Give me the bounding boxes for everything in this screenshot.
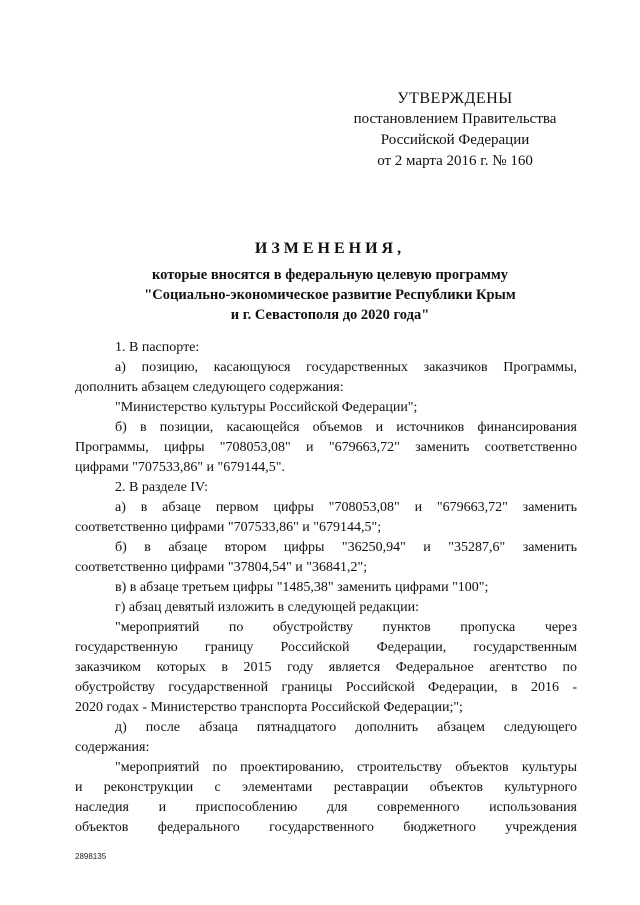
body-line: соответственно цифрами "37804,54" и "36841,2"; — [75, 560, 368, 575]
body-line: "мероприятий по проектированию, строительству объектов культуры — [115, 760, 577, 775]
subtitle-line: "Социально-экономическое развитие Республики Крым — [144, 287, 516, 303]
body-line: содержания: — [75, 740, 150, 755]
document-code: 2898135 — [75, 852, 107, 861]
body-line: "Министерство культуры Российской Федерации"; — [115, 400, 418, 415]
approval-line: Российской Федерации — [380, 132, 530, 148]
body-line: соответственно цифрами "707533,86" и "679144,5"; — [75, 520, 382, 535]
subtitle-line: и г. Севастополя до 2020 года" — [230, 307, 430, 323]
document-title: ИЗМЕНЕНИЯ, — [254, 240, 406, 257]
body-line: а) позицию, касающуюся государственных заказчиков Программы, — [115, 360, 577, 375]
body-line: заказчиком которых в 2015 году является Федеральное агентство по — [75, 660, 577, 675]
body-line: г) абзац девятый изложить в следующей редакции: — [115, 600, 419, 615]
body-line: Программы, цифры "708053,08" и "679663,72" заменить соответственно — [75, 440, 577, 455]
body-line: и реконструкции с элементами реставрации объектов культурного — [75, 780, 577, 795]
subtitle-line: которые вносятся в федеральную целевую программу — [151, 267, 509, 283]
approval-title: УТВЕРЖДЕНЫ — [397, 90, 513, 107]
approval-line: постановлением Правительства — [353, 111, 557, 127]
body-line: дополнить абзацем следующего содержания: — [75, 380, 344, 395]
document-body — [75, 338, 577, 838]
approval-block — [330, 88, 580, 172]
body-line: государственную границу Российской Федерации, государственным — [75, 640, 577, 655]
body-line: 2. В разделе IV: — [115, 480, 208, 495]
body-line: а) в абзаце первом цифры "708053,08" и "679663,72" заменить — [115, 500, 577, 515]
body-line: д) после абзаца пятнадцатого дополнить абзацем следующего — [115, 720, 577, 735]
body-line: "мероприятий по обустройству пунктов пропуска через — [115, 620, 577, 635]
body-line: обустройству государственной границы Российской Федерации, в 2016 - — [75, 680, 577, 695]
body-line: объектов федерального государственного бюджетного учреждения — [75, 820, 577, 835]
document-subtitle — [80, 265, 580, 325]
approval-date-number: от 2 марта 2016 г. № 160 — [377, 153, 533, 169]
body-line: б) в абзаце втором цифры "36250,94" и "35287,6" заменить — [115, 540, 577, 555]
body-line: 2020 годах - Министерство транспорта Российской Федерации;"; — [75, 700, 463, 715]
body-line: цифрами "707533,86" и "679144,5". — [75, 460, 285, 475]
body-line: 1. В паспорте: — [115, 340, 200, 355]
body-line: б) в позиции, касающейся объемов и источников финансирования — [115, 420, 577, 435]
body-line: в) в абзаце третьем цифры "1485,38" заменить цифрами "100"; — [115, 580, 489, 595]
body-line: наследия и приспособлению для современного использования — [75, 800, 577, 815]
